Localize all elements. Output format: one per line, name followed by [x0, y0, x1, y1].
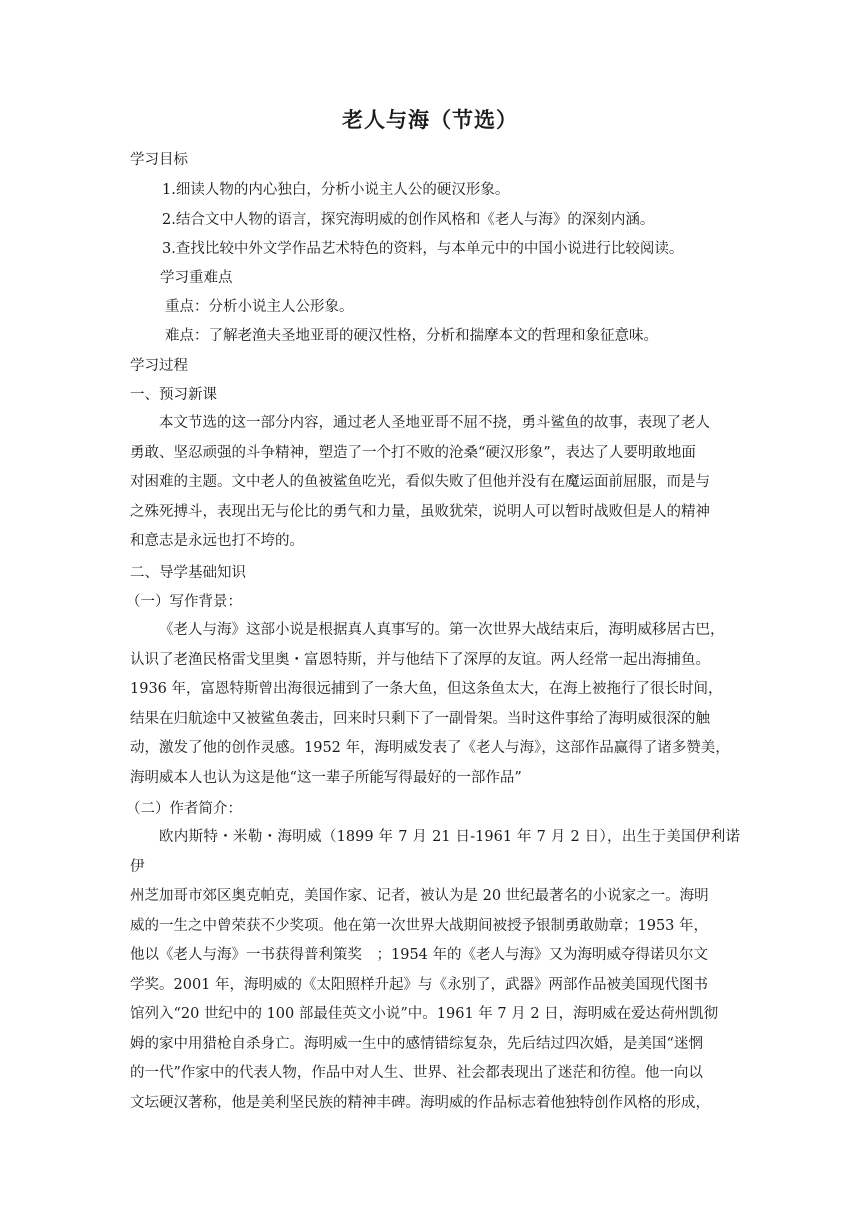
preview-paragraph — [130, 409, 740, 557]
paragraph-line: 本文节选的这一部分内容，通过老人圣地亚哥不屈不挠，勇斗鲨鱼的故事，表现了老人 — [159, 415, 710, 431]
difficult-point: 难点：了解老渔夫圣地亚哥的硬汉性格，分析和揣摩本文的哲理和象征意味。 — [165, 328, 658, 344]
process-heading: 学习过程 — [130, 358, 188, 374]
paragraph-line: 《老人与海》这部小说是根据真人真事写的。第一次世界大战结束后，海明威移居古巴， — [159, 622, 725, 638]
background-paragraph — [130, 616, 740, 793]
goal-item-2: 2.结合文中人物的语言，探究海明威的创作风格和《老人与海》的深刻内涵。 — [162, 212, 655, 228]
paragraph-line: 学奖。2001 年，海明威的《太阳照样升起》与《永别了，武器》两部作品被美国现代图书 — [130, 976, 709, 993]
paragraph-line: 对困难的主题。文中老人的鱼被鲨鱼吃光，看似失败了但他并没有在魔运面前屈服，而是与 — [130, 474, 710, 490]
paragraph-line: 结果在归航途中又被鲨鱼袭击，回来时只剩下了一副骨架。当时这件事给了海明威很深的触 — [130, 710, 710, 727]
paragraph-line: 文坛硬汉著称，他是美利坚民族的精神丰碑。海明威的作品标志着他独特创作风格的形成， — [130, 1094, 710, 1111]
subsection-heading-background: （一）写作背景： — [126, 594, 242, 610]
paragraph-line: 认识了老渔民格雷戈里奥・富恩特斯，并与他结下了深厚的友谊。两人经常一起出海捕鱼。 — [130, 651, 710, 668]
section-heading-basics: 二、导学基础知识 — [130, 565, 246, 581]
goals-heading: 学习目标 — [130, 152, 188, 168]
paragraph-line: 1936 年，富恩特斯曾出海很远捕到了一条大鱼，但这条鱼太大，在海上被拖行了很长时间， — [130, 681, 723, 697]
document-title: 老人与海（节选） — [342, 108, 518, 132]
paragraph-line: 姆的家中用猎枪自杀身亡。海明威一生中的感情错综复杂，先后结过四次婚，是美国“迷惘 — [130, 1035, 703, 1052]
paragraph-line: 馆列入“20 世纪中的 100 部最佳英文小说”中。1961 年 7 月 2 日，海明威在爱达荷州凯彻 — [130, 1006, 719, 1022]
paragraph-line: 欧内斯特・米勒・海明威（1899 年 7 月 21 日-1961 年 7 月 2 日），出生于美国伊利诺伊 — [130, 829, 740, 875]
paragraph-line: 威的一生之中曾荣获不少奖项。他在第一次世界大战期间被授予银制勇敢勋章；1953 年， — [130, 917, 709, 934]
paragraph-line: 州芝加哥市郊区奥克帕克，美国作家、记者，被认为是 20 世纪最著名的小说家之一。海明 — [130, 888, 709, 904]
key-point: 重点：分析小说主人公形象。 — [165, 299, 354, 315]
goal-item-3: 3.查找比较中外文学作品艺术特色的资料，与本单元中的中国小说进行比较阅读。 — [162, 241, 684, 257]
author-paragraph — [130, 823, 740, 1118]
paragraph-line: 之殊死搏斗，表现出无与伦比的勇气和力量，虽败犹荣，说明人可以暂时战败但是人的精神 — [130, 503, 710, 520]
key-points-heading: 学习重难点 — [160, 270, 233, 286]
subsection-heading-author: （二）作者简介： — [126, 801, 242, 817]
paragraph-line: 的一代”作家中的代表人物，作品中对人生、世界、社会都表现出了迷茫和彷徨。他一向以 — [130, 1065, 703, 1081]
paragraph-line: 他以《老人与海》一书获得普利策奖 ；1954 年的《老人与海》又为海明威夺得诺贝尔文 — [130, 947, 709, 963]
paragraph-line: 勇敢、坚忍顽强的斗争精神，塑造了一个打不败的沧桑“硬汉形象”，表达了人要明敢地面 — [130, 444, 696, 461]
goal-item-1: 1.细读人物的内心独白，分析小说主人公的硬汉形象。 — [162, 182, 510, 198]
section-heading-preview: 一、预习新课 — [130, 387, 217, 403]
paragraph-line: 和意志是永远也打不垮的。 — [130, 533, 304, 549]
paragraph-line: 动，激发了他的创作灵感。1952 年，海明威发表了《老人与海》，这部作品赢得了诸多赞美， — [130, 740, 730, 756]
paragraph-line: 海明威本人也认为这是他“这一辈子所能写得最好的一部作品” — [130, 769, 522, 786]
